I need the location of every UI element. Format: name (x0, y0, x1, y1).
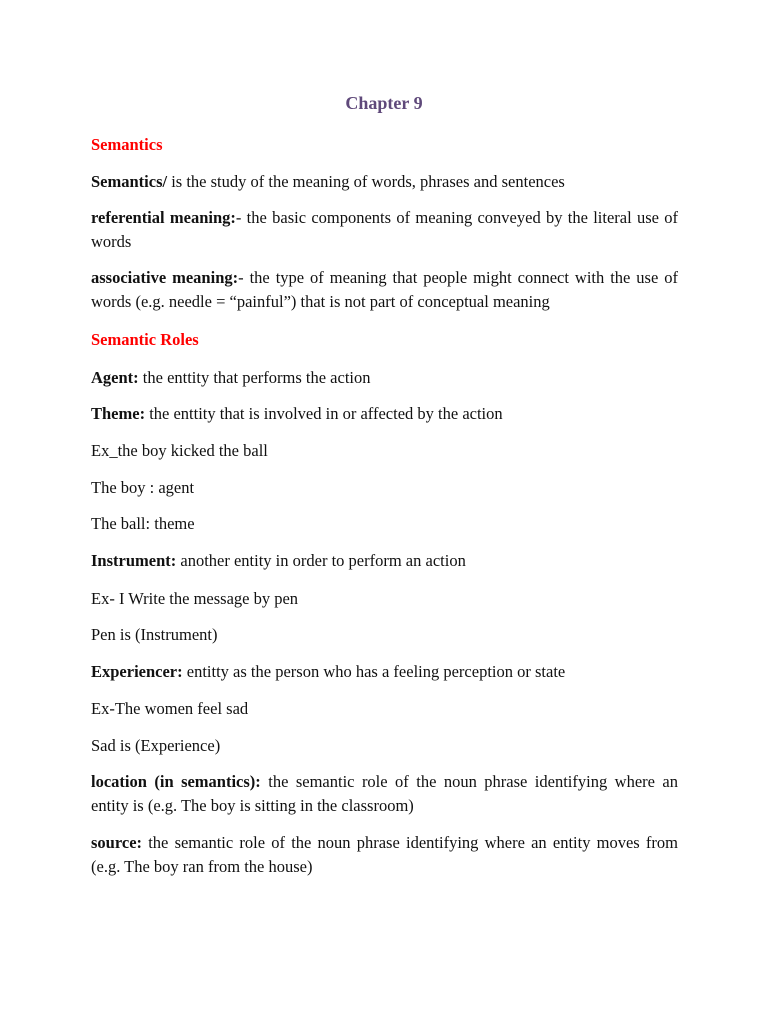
definition-text: - the basic components of meaning conveyed by the literal use of words (91, 208, 679, 251)
definition-text: another entity in order to perform an action (176, 551, 466, 570)
definition-text: entitty as the person who has a feeling perception or state (182, 662, 566, 681)
definition-term: Semantics/ (91, 172, 168, 191)
definition-instrument (91, 549, 466, 573)
definition-term: Experiencer: (91, 662, 183, 681)
definition-term: referential meaning: (91, 208, 236, 227)
section-heading-semantics: Semantics (91, 135, 163, 154)
definition-term: source: (91, 833, 143, 852)
definition-text: the enttity that performs the action (138, 368, 371, 387)
definition-experiencer (91, 660, 565, 684)
definition-term: Agent: (91, 368, 139, 387)
definition-associative-meaning (91, 266, 678, 314)
definition-term: associative meaning: (91, 268, 239, 287)
example-line: Sad is (Experience) (91, 736, 221, 755)
definition-text: the semantic role of the noun phrase identifying where an entity moves from (e.g. The boy ran from the house) (91, 833, 678, 876)
example-line: The ball: theme (91, 514, 195, 533)
definition-term: Instrument: (91, 551, 177, 570)
definition-location (91, 770, 678, 818)
definition-term: Theme: (91, 404, 146, 423)
definition-text: - the type of meaning that people might connect with the use of words (e.g. needle = “painful”) that is not part of conceptual meaning (91, 268, 679, 311)
example-line: Ex- I Write the message by pen (91, 589, 299, 608)
example-line: Ex_the boy kicked the ball (91, 441, 268, 460)
definition-source (91, 831, 678, 879)
definition-text: is the study of the meaning of words, phrases and sentences (167, 172, 565, 191)
section-heading-semantic-roles: Semantic Roles (91, 330, 199, 349)
chapter-title: Chapter 9 (345, 93, 423, 113)
definition-theme (91, 402, 503, 426)
example-line: The boy : agent (91, 478, 195, 497)
example-line: Ex-The women feel sad (91, 699, 249, 718)
definition-agent (91, 366, 371, 390)
definition-referential-meaning (91, 206, 678, 254)
definition-text: the enttity that is involved in or affected by the action (145, 404, 503, 423)
definition-term: location (in semantics): (91, 772, 261, 791)
example-line: Pen is (Instrument) (91, 625, 218, 644)
definition-text: the semantic role of the noun phrase identifying where an entity is (e.g. The boy is sitting in the classroom) (91, 772, 678, 815)
definition-semantics (91, 170, 565, 194)
